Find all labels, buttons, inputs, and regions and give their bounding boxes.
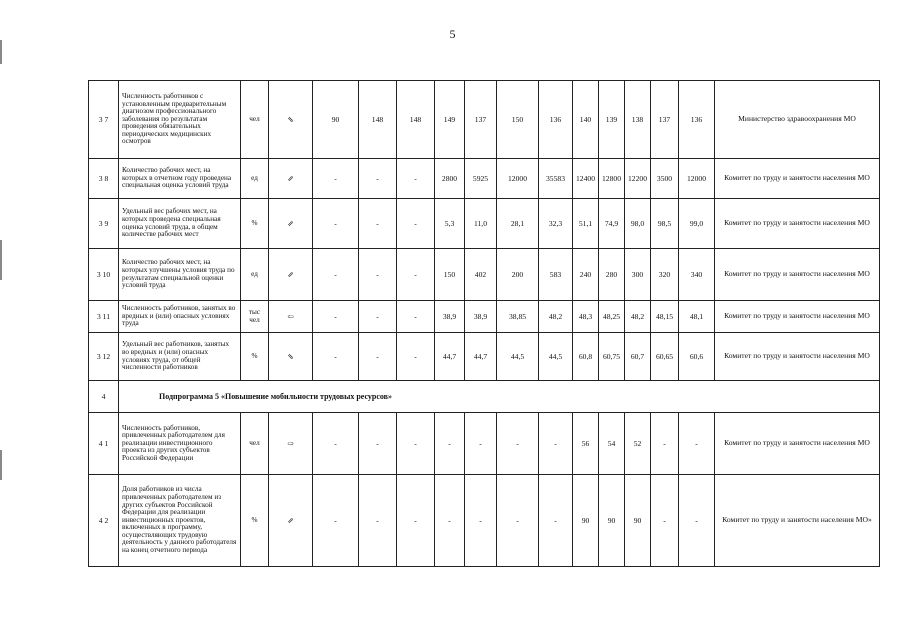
value-cell: 148 [359,81,397,159]
value-cell: 340 [679,249,715,301]
value-cell: 48,3 [573,301,599,333]
value-cell: 51,1 [573,199,599,249]
value-cell: 60,6 [679,333,715,381]
value-cell: 12800 [599,159,625,199]
value-cell: - [651,413,679,475]
value-cell: 48,2 [539,301,573,333]
value-cell: 60,65 [651,333,679,381]
executor-cell: Комитет по труду и занятости населения МО [715,199,880,249]
value-cell: - [313,249,359,301]
row-number: 3 11 [89,301,119,333]
value-cell: 44,7 [435,333,465,381]
value-cell: - [539,475,573,567]
trend-icon: ⇗ [269,249,313,301]
value-cell: 38,9 [435,301,465,333]
trend-icon: ⇗ [269,159,313,199]
value-cell: 32,3 [539,199,573,249]
value-cell: - [679,413,715,475]
value-cell: 402 [465,249,497,301]
indicator-description: Численность работников, занятых во вредных и (или) опасных условиях труда [119,301,241,333]
value-cell: 138 [625,81,651,159]
unit-cell: % [241,475,269,567]
value-cell: - [435,413,465,475]
executor-cell: Комитет по труду и занятости населения МО [715,413,880,475]
value-cell: - [497,475,539,567]
value-cell: - [313,475,359,567]
value-cell: - [397,333,435,381]
value-cell: 44,5 [539,333,573,381]
value-cell: 90 [573,475,599,567]
table-row [89,413,880,475]
value-cell: - [397,249,435,301]
value-cell: - [359,159,397,199]
value-cell: - [313,159,359,199]
value-cell: 280 [599,249,625,301]
value-cell: 38,85 [497,301,539,333]
row-number: 4 1 [89,413,119,475]
value-cell: 200 [497,249,539,301]
row-number: 3 7 [89,81,119,159]
value-cell: 74,9 [599,199,625,249]
unit-cell: % [241,199,269,249]
trend-icon: ⇘ [269,81,313,159]
value-cell: - [651,475,679,567]
trend-icon: ⇗ [269,199,313,249]
value-cell: - [465,475,497,567]
value-cell: 150 [497,81,539,159]
value-cell: - [539,413,573,475]
value-cell: 44,5 [497,333,539,381]
value-cell: 583 [539,249,573,301]
value-cell: 44,7 [465,333,497,381]
value-cell: 5925 [465,159,497,199]
row-number: 3 9 [89,199,119,249]
value-cell: 5,3 [435,199,465,249]
value-cell: 48,2 [625,301,651,333]
indicator-description: Удельный вес рабочих мест, на которых проведена специальная оценка условий труда, в общем количестве рабочих мест [119,199,241,249]
value-cell: 149 [435,81,465,159]
executor-cell: Комитет по труду и занятости населения МО [715,333,880,381]
value-cell: - [397,475,435,567]
value-cell: 3500 [651,159,679,199]
value-cell: 28,1 [497,199,539,249]
value-cell: 90 [625,475,651,567]
value-cell: - [397,159,435,199]
left-margin-mark [0,40,2,64]
value-cell: 60,8 [573,333,599,381]
table-row [89,301,880,333]
value-cell: - [313,199,359,249]
unit-cell: ед [241,249,269,301]
value-cell: 2800 [435,159,465,199]
value-cell: 99,0 [679,199,715,249]
executor-cell: Комитет по труду и занятости населения МО [715,249,880,301]
unit-cell: ед [241,159,269,199]
value-cell: 48,1 [679,301,715,333]
value-cell: - [435,475,465,567]
unit-cell: чел [241,81,269,159]
value-cell: 54 [599,413,625,475]
value-cell: 139 [599,81,625,159]
row-number: 3 10 [89,249,119,301]
indicator-description: Доля работников из числа привлеченных работодателем из других субъектов Российской Федерации для реализации инвестиционных проектов, включенных в программу, осуществляющих трудовую деятельность у данного работодателя на конец отчетного периода [119,475,241,567]
unit-cell: % [241,333,269,381]
value-cell: 56 [573,413,599,475]
table-row [89,199,880,249]
row-number: 4 2 [89,475,119,567]
row-number: 3 12 [89,333,119,381]
unit-cell: чел [241,413,269,475]
value-cell: - [359,333,397,381]
indicators-table [88,80,880,567]
value-cell: 140 [573,81,599,159]
table-row [89,249,880,301]
indicator-description: Удельный вес работников, занятых во вредных и (или) опасных условиях труда, от общей численности работников [119,333,241,381]
value-cell: 12400 [573,159,599,199]
value-cell: 12000 [497,159,539,199]
indicator-description: Численность работников с установленным предварительным диагнозом профессионального заболевания по результатам проведения обязательных периодических медицинских осмотров [119,81,241,159]
value-cell: - [313,413,359,475]
row-number: 4 [89,381,119,413]
row-number: 3 8 [89,159,119,199]
left-margin-mark [0,450,2,480]
value-cell: 38,9 [465,301,497,333]
value-cell: - [465,413,497,475]
value-cell: 148 [397,81,435,159]
value-cell: 90 [599,475,625,567]
indicator-description: Количество рабочих мест, на которых в отчетном году проведена специальная оценка условий труда [119,159,241,199]
value-cell: 60,7 [625,333,651,381]
page-number: 5 [449,27,456,41]
value-cell: - [313,333,359,381]
executor-cell: Комитет по труду и занятости населения МО [715,159,880,199]
value-cell: - [359,249,397,301]
value-cell: - [359,475,397,567]
indicator-description: Количество рабочих мест, на которых улучшены условия труда по результатам специальной оценки условий труда [119,249,241,301]
value-cell: 11,0 [465,199,497,249]
value-cell: 300 [625,249,651,301]
value-cell: 12200 [625,159,651,199]
value-cell: 320 [651,249,679,301]
table-row [89,475,880,567]
value-cell: 137 [651,81,679,159]
unit-cell: тыс чел [241,301,269,333]
executor-cell: Комитет по труду и занятости населения МО» [715,475,880,567]
trend-icon: ⇨ [269,413,313,475]
table-row [89,159,880,199]
value-cell: 35583 [539,159,573,199]
value-cell: 136 [539,81,573,159]
value-cell: - [359,301,397,333]
value-cell: 136 [679,81,715,159]
value-cell: - [497,413,539,475]
indicator-description: Численность работников, привлеченных работодателем для реализации инвестиционного проекта из других субъектов Российской Федерации [119,413,241,475]
value-cell: 98,0 [625,199,651,249]
executor-cell: Комитет по труду и занятости населения МО [715,301,880,333]
table-row [89,333,880,381]
table-row [89,81,880,159]
value-cell: 12000 [679,159,715,199]
value-cell: 48,15 [651,301,679,333]
trend-icon: ⇗ [269,475,313,567]
value-cell: - [359,413,397,475]
trend-icon: ⇘ [269,333,313,381]
value-cell: 60,75 [599,333,625,381]
value-cell: 48,25 [599,301,625,333]
value-cell: 90 [313,81,359,159]
trend-icon: ⇦ [269,301,313,333]
value-cell: 150 [435,249,465,301]
value-cell: - [397,413,435,475]
subprogram-row [89,381,880,413]
value-cell: 52 [625,413,651,475]
subprogram-title: Подпрограмма 5 «Повышение мобильности трудовых ресурсов» [119,381,880,413]
value-cell: 137 [465,81,497,159]
value-cell: - [313,301,359,333]
executor-cell: Министерство здравоохранения МО [715,81,880,159]
value-cell: 98,5 [651,199,679,249]
value-cell: - [359,199,397,249]
value-cell: 240 [573,249,599,301]
value-cell: - [397,301,435,333]
left-margin-mark [0,240,2,280]
value-cell: - [679,475,715,567]
value-cell: - [397,199,435,249]
